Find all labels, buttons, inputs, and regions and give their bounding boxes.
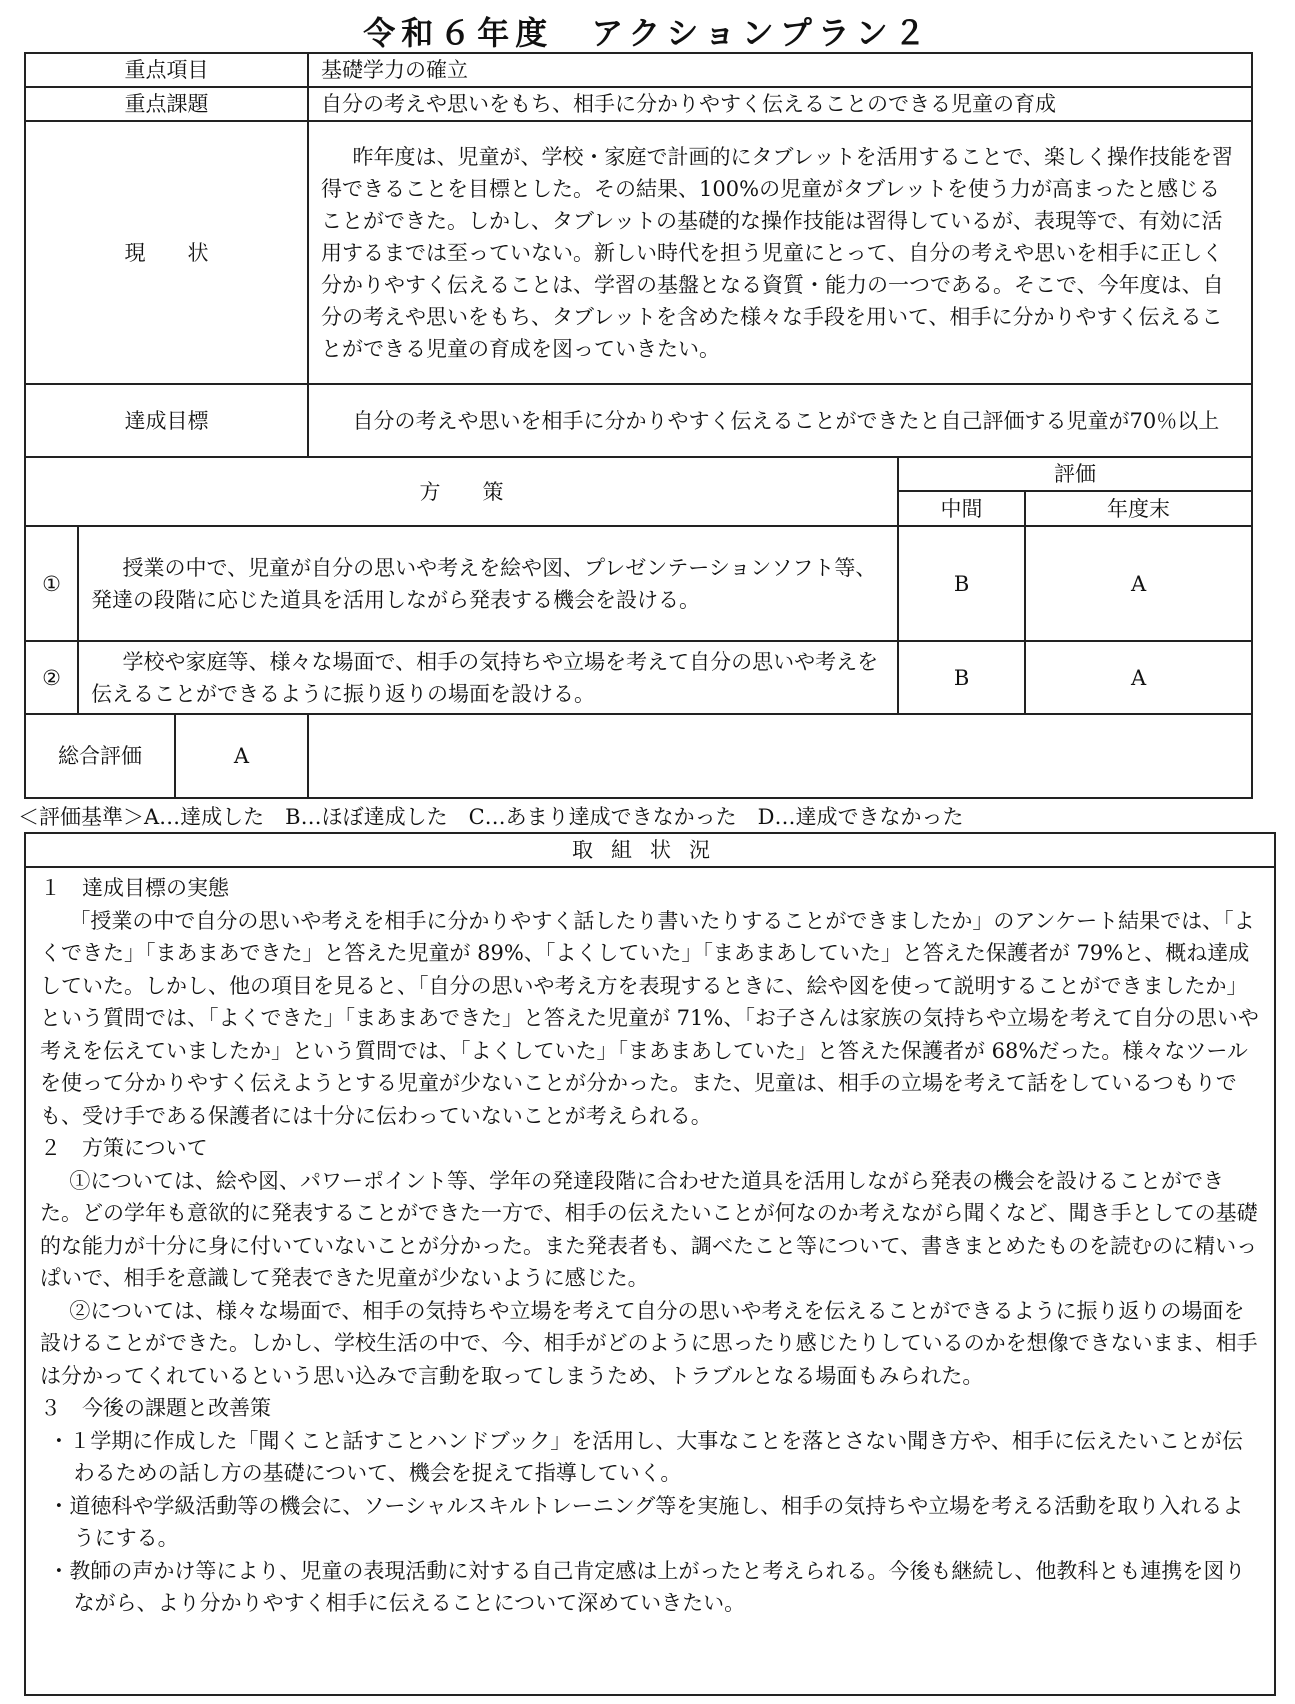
measure-row <box>25 526 1252 641</box>
measure-number: ② <box>25 641 78 714</box>
section-3-title: ３ 今後の課題と改善策 <box>40 1396 271 1420</box>
mid-term-header: 中間 <box>898 491 1025 526</box>
page-title: 令和６年度 アクションプラン２ <box>363 14 932 52</box>
goal-row <box>25 384 1252 457</box>
list-item: ・教師の声かけ等により、児童の表現活動に対する自己肯定感は上がったと考えられる。今後も継続し、他教科とも連携を図りながら、より分かりやすく相手に伝えることについて深めていきたい。 <box>48 1558 1246 1615</box>
measure-text: 学校や家庭等、様々な場面で、相手の気持ちや立場を考えて自分の思いや考えを伝えることができるように振り返りの場面を設ける。 <box>78 641 898 714</box>
year-end-header: 年度末 <box>1025 491 1252 526</box>
measures-header-label: 方 策 <box>25 457 898 526</box>
measure-mid-grade: B <box>898 526 1025 641</box>
focus-issue-label: 重点課題 <box>25 87 308 121</box>
focus-issue-row <box>25 87 1252 121</box>
section-2-title: ２ 方策について <box>40 1136 208 1160</box>
overall-grade: A <box>175 714 308 798</box>
measure-number: ① <box>25 526 78 641</box>
focus-item-value: 基礎学力の確立 <box>308 53 1252 87</box>
status-header: 取組状況 <box>26 834 1274 868</box>
measures-header-row <box>25 457 1252 491</box>
current-state-text: 昨年度は、児童が、学校・家庭で計画的にタブレットを活用することで、楽しく操作技能を習得できることを目標とした。その結果、100%の児童がタブレットを使う力が高まったと感じることができた。しかし、タブレットの基礎的な操作技能は習得しているが、表現等で、有効に活用するまでは至っていない。新しい時代を担う児童にとって、自分の考えや思いを相手に正しく分かりやすく伝えることは、学習の基盤となる資質・能力の一つである。そこで、今年度は、自分の考えや思いをもち、タブレットを含めた様々な手段を用いて、相手に分かりやすく伝えることができる児童の育成を図っていきたい。 <box>308 121 1252 384</box>
measure-mid-grade: B <box>898 641 1025 714</box>
goal-text: 自分の考えや思いを相手に分かりやすく伝えることができたと自己評価する児童が70％以上 <box>308 384 1252 457</box>
measure-end-grade: A <box>1025 526 1252 641</box>
overall-comment <box>308 714 1252 798</box>
focus-issue-value: 自分の考えや思いをもち、相手に分かりやすく伝えることのできる児童の育成 <box>308 87 1252 121</box>
measure-end-grade: A <box>1025 641 1252 714</box>
evaluation-header: 評価 <box>898 457 1252 491</box>
action-plan-table <box>24 52 1253 799</box>
section-1-text: 「授業の中で自分の思いや考えを相手に分かりやすく話したり書いたりすることができましたか」のアンケート結果では、「よくできた」「まあまあできた」と答えた児童が 89%、「よくしていた」「まあまあしていた」と答えた保護者が 79%と、概ね達成していた。しかし、他の項目を見ると、「自分の思いや考え方を表現するときに、絵や図を使って説明することができましたか」という質問では、「よくできた」「まあまあできた」と答えた児童が 71%、「お子さんは家族の気持ちや立場を考えて自分の思いや考えを伝えていましたか」という質問では、「よくしていた」「まあまあしていた」と答えた保護者が 68%だった。様々なツールを使って分かりやすく伝えようとする児童が少ないことが分かった。また、児童は、相手の立場を考えて話をしているつもりでも、受け手である保護者には十分に伝わっていないことが考えられる。 <box>40 908 1259 1128</box>
focus-item-label: 重点項目 <box>25 53 308 87</box>
overall-label: 総合評価 <box>25 714 175 798</box>
status-body <box>26 868 1274 1620</box>
evaluation-criteria: ＜評価基準＞A…達成した B…ほぼ達成した C…あまり達成できなかった D…達成できなかった <box>18 805 964 829</box>
measure-text: 授業の中で、児童が自分の思いや考えを絵や図、プレゼンテーションソフト等、発達の段階に応じた道具を活用しながら発表する機会を設ける。 <box>78 526 898 641</box>
section-2-paragraph-2: ②については、様々な場面で、相手の気持ちや立場を考えて自分の思いや考えを伝えることができるように振り返りの場面を設けることができた。しかし、学校生活の中で、今、相手がどのように思ったり感じたりしているのかを想像できないまま、相手は分かってくれているという思い込みで言動を取ってしまうため、トラブルとなる場面もみられた。 <box>40 1298 1258 1388</box>
measure-row <box>25 641 1252 714</box>
list-item: ・１学期に作成した「聞くこと話すことハンドブック」を活用し、大事なことを落とさない聞き方や、相手に伝えたいことが伝わるための話し方の基礎について、機会を捉えて指導していく。 <box>48 1428 1243 1485</box>
current-state-label: 現 状 <box>25 121 308 384</box>
goal-label: 達成目標 <box>25 384 308 457</box>
overall-row <box>25 714 1252 798</box>
current-state-row <box>25 121 1252 384</box>
list-item: ・道徳科や学級活動等の機会に、ソーシャルスキルトレーニング等を実施し、相手の気持ちや立場を考える活動を取り入れるようにする。 <box>48 1493 1244 1550</box>
section-2-paragraph-1: ①については、絵や図、パワーポイント等、学年の発達段階に合わせた道具を活用しながら発表の機会を設けることができた。どの学年も意欲的に発表することができた一方で、相手の伝えたいことが何なのか考えながら聞くなど、聞き手としての基礎的な能力が十分に身に付いていないことが分かった。また発表者も、調べたこと等について、書きまとめたものを読むのに精いっぱいで、相手を意識して発表できた児童が少ないように感じた。 <box>40 1168 1258 1290</box>
section-1-title: １ 達成目標の実態 <box>40 876 229 900</box>
focus-item-row <box>25 53 1252 87</box>
status-section <box>24 832 1276 1696</box>
